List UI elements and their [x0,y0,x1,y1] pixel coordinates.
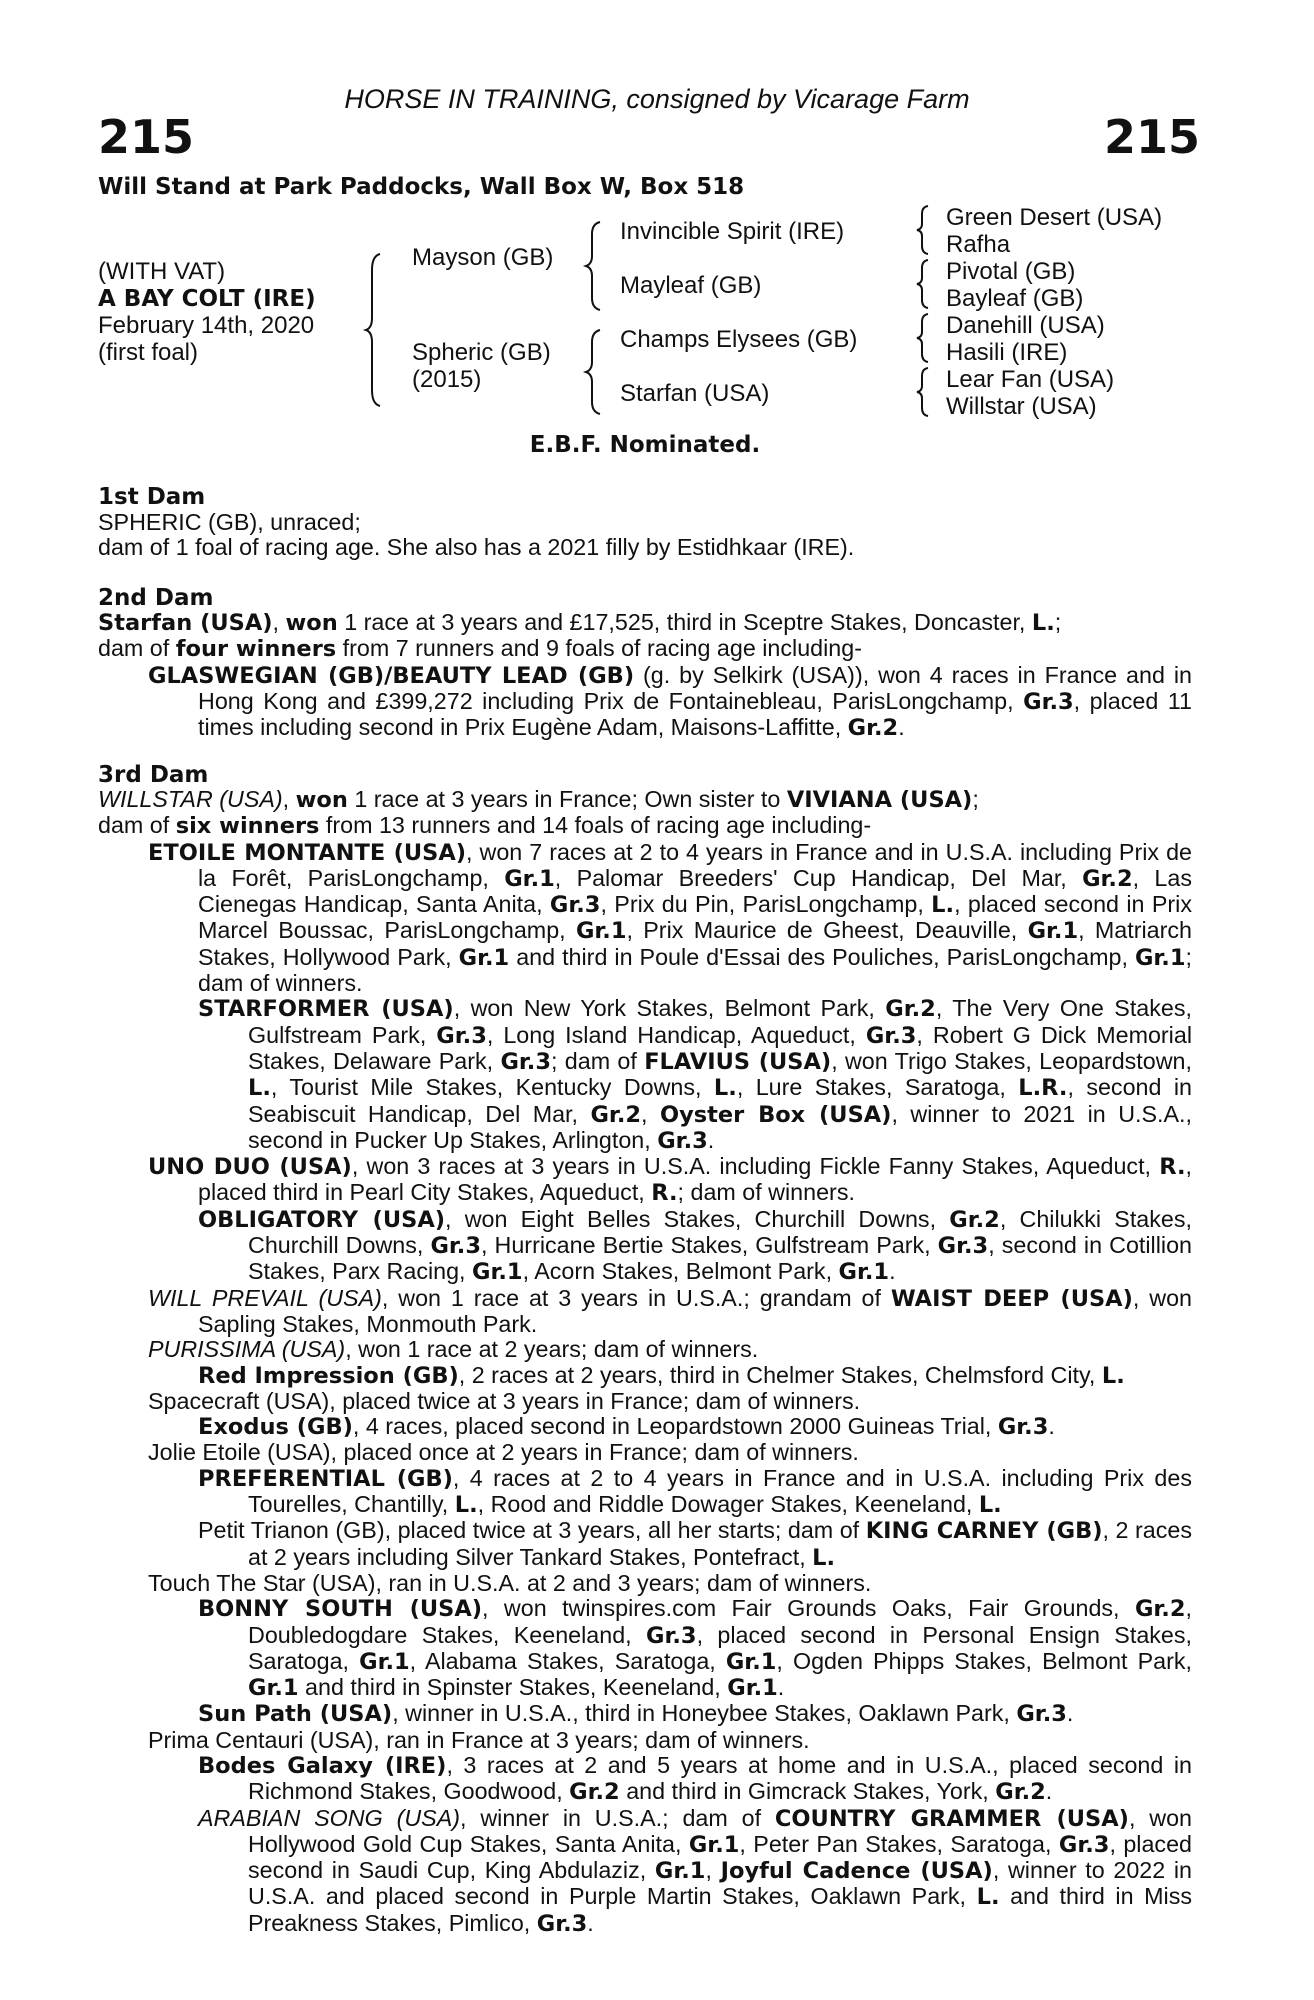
lot-number-left: 215 [98,110,195,164]
third-dam-title: 3rd Dam [98,762,209,788]
starfan-entry: Starfan (USA), won 1 race at 3 years and £17,525, third in Sceptre Stakes, Doncaster, L.; [98,609,1062,636]
pedigree-brace-g4 [918,366,934,418]
pedigree-g4: Bayleaf (GB) [946,285,1084,312]
prima-centauri-entry: Prima Centauri (USA), ran in France at 3 years; dam of winners. [148,1726,810,1753]
pedigree-g2: Rafha [946,231,1011,258]
obligatory-entry: OBLIGATORY (USA), won Eight Belles Stakes, Churchill Downs, Gr.2, Chilukki Stakes, Churchill Downs, Gr.3, Hurricane Bertie Stakes, Gulfstream Park, Gr.3, second in Cotillion Stakes, Parx Racing, Gr.1, Acorn Stakes, Belmont Park, Gr.1. [198,1205,1192,1286]
touch-the-star-entry: Touch The Star (USA), ran in U.S.A. at 2 and 3 years; dam of winners. [148,1569,872,1596]
pedigree-dam-dam: Starfan (USA) [620,380,770,407]
pedigree-dam-year: (2015) [412,366,482,393]
pedigree-g6: Hasili (IRE) [946,339,1068,366]
pedigree-sire: Mayson (GB) [412,244,554,271]
red-impression-entry: Red Impression (GB), 2 races at 2 years, third in Chelmer Stakes, Chelmsford City, L. [198,1361,1125,1389]
purissima-entry: PURISSIMA (USA), won 1 race at 2 years; dam of winners. [148,1336,759,1363]
pedigree-g1: Green Desert (USA) [946,204,1163,231]
arabian-song-entry: ARABIAN SONG (USA), winner in U.S.A.; dam of COUNTRY GRAMMER (USA), won Hollywood Gold Cup Stakes, Santa Anita, Gr.1, Peter Pan Stakes, Saratoga, Gr.3, placed second in Saudi Cup, King Abdulaziz, Gr.1, Joyful Cadence (USA), winner to 2022 in U.S.A. and placed second in Purple Martin Stakes, Oaklawn Park, L. and third in Miss Preakness Stakes, Pimlico, Gr.3. [198,1804,1193,1937]
willstar-produce-line: dam of six winners from 13 runners and 14 foals of racing age including- [98,812,872,840]
pedigree-g7: Lear Fan (USA) [946,366,1115,393]
uno-duo-entry: UNO DUO (USA), won 3 races at 3 years in U.S.A. including Fickle Fanny Stakes, Aqueduct, R., placed third in Pearl City Stakes, Aqueduct, R.; dam of winners. [148,1153,1192,1207]
vat-note: (WITH VAT) [98,258,226,285]
lot-number-right: 215 [1103,110,1200,164]
consignment-header: HORSE IN TRAINING, consigned by Vicarage Farm [344,84,970,114]
pedigree-dam-sire: Champs Elysees (GB) [620,326,858,353]
preferential-entry: PREFERENTIAL (GB), 4 races at 2 to 4 years in France and in U.S.A. including Prix des Tourelles, Chantilly, L., Rood and Riddle Dowager Stakes, Keeneland, L. [198,1464,1192,1519]
third-dam-block [98,787,1192,1937]
pedigree-brace-g1 [918,204,934,256]
sun-path-entry: Sun Path (USA), winner in U.S.A., third in Honeybee Stakes, Oaklawn Park, Gr.3. [198,1700,1074,1728]
stand-location: Will Stand at Park Paddocks, Wall Box W, Box 518 [98,174,745,200]
first-dam-title: 1st Dam [98,484,206,510]
ebf-nominated: E.B.F. Nominated. [529,432,761,458]
starformer-entry: STARFORMER (USA), won New York Stakes, Belmont Park, Gr.2, The Very One Stakes, Gulfstream Park, Gr.3, Long Island Handicap, Aqueduct, Gr.3, Robert G Dick Memorial Stakes, Delaware Park, Gr.3; dam of FLAVIUS (USA), won Trigo Stakes, Leopardstown, L., Tourist Mile Stakes, Kentucky Downs, L., Lure Stakes, Saratoga, L.R., second in Seabiscuit Handicap, Del Mar, Gr.2, Oyster Box (USA), winner to 2021 in U.S.A., second in Pucker Up Stakes, Arlington, Gr.3. [198,995,1193,1154]
glaswegian-entry: GLASWEGIAN (GB)/BEAUTY LEAD (GB) (g. by Selkirk (USA)), won 4 races in France and in Hong Kong and £399,272 including Prix de Fontainebleau, ParisLongchamp, Gr.3, placed 11 times including second in Prix Eugène Adam, Maisons-Laffitte, Gr.2. [148,661,1192,742]
pedigree-brace-dam [588,328,608,414]
spacecraft-entry: Spacecraft (USA), placed twice at 3 years in France; dam of winners. [148,1387,861,1414]
foaling-date: February 14th, 2020 [98,312,315,339]
bonny-south-entry: BONNY SOUTH (USA), won twinspires.com Fair Grounds Oaks, Fair Grounds, Gr.2, Doubledogdare Stakes, Keeneland, Gr.3, placed second in Personal Ensign Stakes, Saratoga, Gr.1, Alabama Stakes, Saratoga, Gr.1, Ogden Phipps Stakes, Belmont Park, Gr.1 and third in Spinster Stakes, Keeneland, Gr.1. [198,1595,1192,1702]
first-dam-line1: SPHERIC (GB), unraced; [98,509,361,535]
pedigree-brace-main [368,250,388,410]
foal-note: (first foal) [98,339,199,366]
pedigree-brace-sire [588,220,608,310]
exodus-entry: Exodus (GB), 4 races, placed second in Leopardstown 2000 Guineas Trial, Gr.3. [198,1413,1055,1441]
pedigree-g5: Danehill (USA) [946,312,1105,339]
pedigree-g3: Pivotal (GB) [946,258,1076,285]
pedigree-brace-g2 [918,258,934,310]
pedigree-sire-dam: Mayleaf (GB) [620,272,762,299]
pedigree-sire-sire: Invincible Spirit (IRE) [620,218,845,245]
etoile-entry: ETOILE MONTANTE (USA), won 7 races at 2 to 4 years in France and in U.S.A. including Prix de la Forêt, ParisLongchamp, Gr.1, Palomar Breeders' Cup Handicap, Del Mar, Gr.2, Las Cienegas Handicap, Santa Anita, Gr.3, Prix du Pin, ParisLongchamp, L., placed second in Prix Marcel Boussac, ParisLongchamp, Gr.1, Prix Maurice de Gheest, Deauville, Gr.1, Matriarch Stakes, Hollywood Park, Gr.1 and third in Poule d'Essai des Pouliches, ParisLongchamp, Gr.1; dam of winners. [148,838,1192,997]
second-dam-title: 2nd Dam [98,585,214,611]
bodes-galaxy-entry: Bodes Galaxy (IRE), 3 races at 2 and 5 years at home and in U.S.A., placed second in Richmond Stakes, Goodwood, Gr.2 and third in Gimcrack Stakes, York, Gr.2. [198,1751,1192,1806]
petit-trianon-entry: Petit Trianon (GB), placed twice at 3 years, all her starts; dam of KING CARNEY (GB), 2 races at 2 years including Silver Tankard Stakes, Pontefract, L. [198,1517,1193,1571]
first-dam-line2: dam of 1 foal of racing age. She also has a 2021 filly by Estidhkaar (IRE). [98,534,855,560]
second-dam-block [98,610,1192,741]
jolie-etoile-entry: Jolie Etoile (USA), placed once at 2 years in France; dam of winners. [148,1439,859,1466]
willstar-entry: WILLSTAR (USA), won 1 race at 3 years in France; Own sister to VIVIANA (USA); [98,786,979,813]
lot-name: A BAY COLT (IRE) [98,286,316,312]
starfan-produce-line: dam of four winners from 7 runners and 9 foals of racing age including- [98,635,862,663]
pedigree-dam: Spheric (GB) [412,339,551,366]
pedigree-g8: Willstar (USA) [946,393,1097,420]
will-prevail-entry: WILL PREVAIL (USA), won 1 race at 3 years in U.S.A.; grandam of WAIST DEEP (USA), won Sapling Stakes, Monmouth Park. [148,1284,1192,1337]
pedigree-brace-g3 [918,312,934,364]
